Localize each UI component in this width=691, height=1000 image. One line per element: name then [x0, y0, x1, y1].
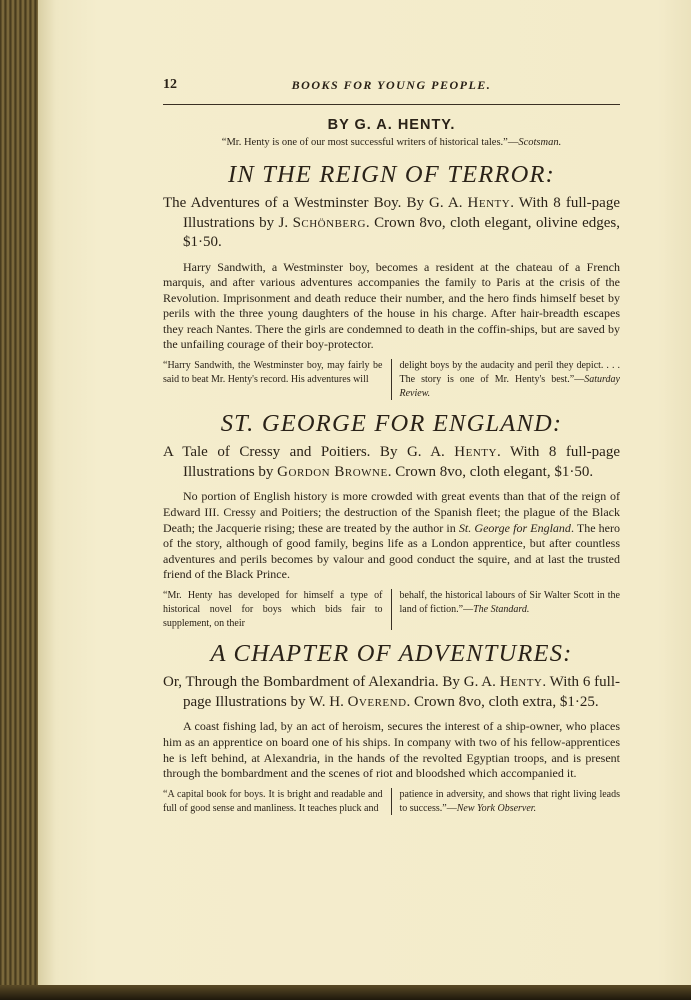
- book-title: IN THE REIGN OF TERROR:: [227, 161, 555, 188]
- header-rule: [163, 104, 620, 105]
- author-heading: BY G. A. HENTY.: [327, 117, 456, 133]
- author-quote-source: Scotsman.: [518, 137, 562, 148]
- author-name: Henty: [499, 674, 543, 691]
- book-spine-edge: [0, 0, 42, 1000]
- review-text: behalf, the historical labours of Sir Walter Scott in the land of fiction.”—: [399, 590, 620, 615]
- desc-text: . With 8 full-page Illustrations by: [183, 444, 620, 480]
- review-source: The Standard.: [473, 603, 530, 615]
- desc-text: The Adventures of a Westminster Boy. By G. A.: [163, 195, 468, 211]
- review-right-column: [392, 788, 621, 816]
- summary-italic-title: St. George for England: [458, 520, 571, 535]
- book-entry-reign-of-terror: [163, 161, 620, 400]
- page-number: 12: [163, 77, 177, 92]
- author-name: Henty: [467, 195, 511, 211]
- page-content: [163, 116, 620, 815]
- desc-text: . With 8 full-page Illustrations by J.: [183, 195, 620, 231]
- book-reviews: [163, 589, 620, 630]
- summary-text: . The hero of the story, although of good family, begins life as a London apprentice, but after countless adventures and perils becomes by valour and good conduct the squire, and at last the trusted friend of the Black Prince.: [163, 520, 621, 582]
- illustrator-name: Schönberg: [292, 214, 366, 231]
- book-entry-st-george: [163, 410, 620, 630]
- author-quote: [163, 136, 620, 149]
- review-source: New York Observer.: [456, 802, 537, 814]
- running-title: BOOKS FOR YOUNG PEOPLE.: [291, 78, 492, 92]
- desc-text: . Crown 8vo, cloth elegant, $1·50.: [387, 463, 594, 480]
- book-reviews: [163, 788, 620, 816]
- desc-text: A Tale of Cressy and Poitiers. By G. A.: [163, 444, 455, 461]
- author-name: Henty: [454, 444, 497, 461]
- book-entry-chapter-of-adventures: [163, 640, 620, 815]
- summary-text: No portion of English history is more crowded with great events than that of the reign of Edward III. Cressy and Poitiers; the destruction of the Spanish fleet; the plague of the Black Death; the Jacquerie rising; these are treated by the author in: [163, 489, 620, 535]
- review-left-column: “Mr. Henty has developed for himself a type of historical novel for boys which bids fair to supplement, on their: [163, 589, 392, 630]
- desc-text: . Crown 8vo, cloth extra, $1·25.: [406, 693, 599, 710]
- book-summary: A coast fishing lad, by an act of heroism, secures the interest of a ship-owner, who places him as an apprentice on board one of his ships. In company with two of his fellow-apprentices he is left behind, at Alexandria, in the hands of the revolted Egyptian troops, and is present through the bombardment and the scenes of riot and bloodshed which accompanied it.: [163, 719, 620, 781]
- book-description: [163, 673, 620, 712]
- review-right-column: [392, 359, 621, 400]
- book-description: [163, 443, 620, 482]
- book-title: ST. GEORGE FOR ENGLAND:: [220, 410, 563, 438]
- book-summary: Harry Sandwith, a Westminster boy, becomes a resident at the chateau of a French marquis, and after various adventures accompanies the family to Paris at the crisis of the Revolution. Imprisonment and death reduce their number, and the hero finds himself beset by perils with the three young daughters of the house in his charge. After hair-breadth escapes they reach Nantes. There the girls are condemned to death in the coffin-ships, but are saved by the unfailing courage of their boy-protector.: [163, 259, 620, 352]
- illustrator-name: Overend: [347, 693, 407, 710]
- review-source: Saturday Review.: [399, 373, 620, 399]
- review-left-column: “A capital book for boys. It is bright and readable and full of good sense and manliness. It teaches pluck and: [163, 788, 392, 816]
- review-text: delight boys by the audacity and peril they depict. . . . The story is one of Mr. Henty's best.”—: [399, 360, 620, 385]
- book-description: [163, 194, 620, 253]
- review-right-column: [392, 589, 621, 630]
- review-left-column: “Harry Sandwith, the Westminster boy, may fairly be said to beat Mr. Henty's record. His adventures will: [163, 359, 392, 400]
- page-header: [163, 77, 620, 97]
- desc-text: Or, Through the Bombardment of Alexandria. By G. A.: [163, 674, 500, 691]
- book-title: A CHAPTER OF ADVENTURES:: [210, 640, 573, 668]
- author-quote-text: “Mr. Henty is one of our most successful writers of historical tales.”—: [221, 137, 519, 148]
- desc-text: . With 6 full-page Illustrations by W. H.: [183, 674, 621, 710]
- desc-text: . Crown 8vo, cloth elegant, olivine edges, $1·50.: [183, 214, 620, 250]
- book-reviews: [163, 359, 620, 400]
- page-bottom-shadow: [0, 985, 691, 1000]
- review-text: patience in adversity, and shows that right living leads to success.”—: [399, 788, 620, 814]
- illustrator-name: Gordon Browne: [277, 463, 388, 480]
- book-summary: [163, 489, 620, 583]
